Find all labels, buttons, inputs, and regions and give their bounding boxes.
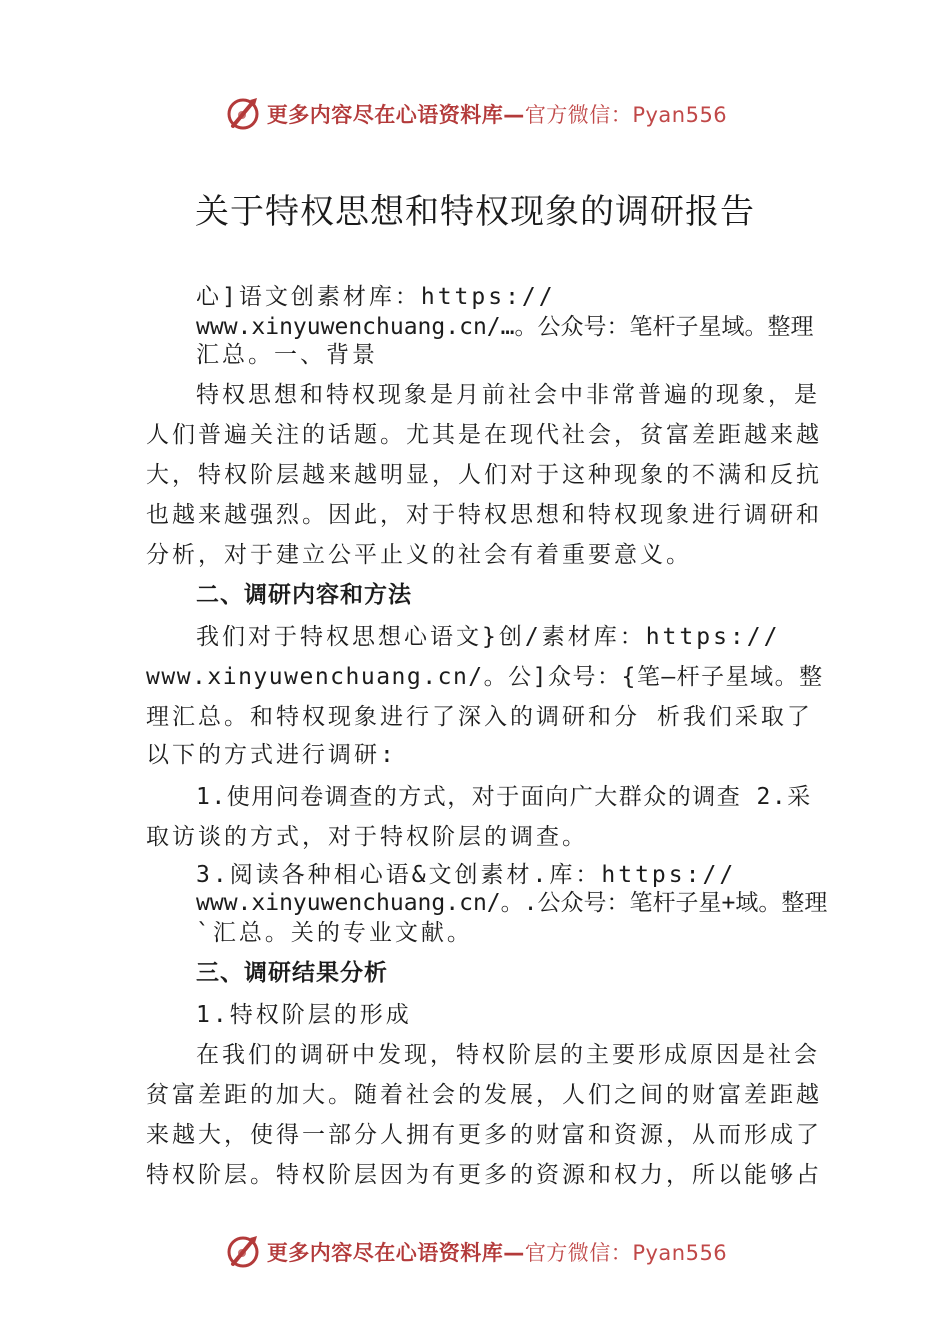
section-heading: 三、调研结果分析 [196,960,388,986]
pen-logo-icon [223,94,263,134]
header-banner [0,92,950,136]
paragraph-line: 人们普遍关注的话题。尤其是在现代社会，贫富差距越来越 [146,422,822,448]
page-title: 关于特权思想和特权现象的调研报告 [195,192,755,232]
paragraph-line: 以下的方式进行调研: [146,742,397,768]
paragraph-line: 心]语文创素材库：https:// [196,284,556,310]
section-heading: 二、调研内容和方法 [196,582,412,608]
banner-text: 更多内容尽在心语资料库—官方微信：Pyan556 [266,1241,728,1265]
subsection-heading: 1.特权阶层的形成 [196,1002,412,1028]
paragraph-line: 汇总。一、背景 [196,342,378,368]
paragraph-line: www.xinyuwenchuang.cn/…。公众号：笔杆子星域。整理 [196,314,814,340]
paragraph-line: 来越大，使得一部分人拥有更多的财富和资源，从而形成了 [146,1122,822,1148]
paragraph-line: 理汇总。和特权现象进行了深入的调研和分 析我们采取了 [146,704,813,730]
paragraph-line: 取访谈的方式，对于特权阶层的调查。 [146,824,588,850]
paragraph-line: www.xinyuwenchuang.cn/。.公众号：笔杆子星+域。整理 [196,890,828,916]
footer-banner [0,1230,950,1274]
banner-text: 更多内容尽在心语资料库—官方微信：Pyan556 [266,103,728,127]
paragraph-line: 也越来越强烈。因此，对于特权思想和特权现象进行调研和 [146,502,822,528]
pen-logo-icon [223,1232,263,1272]
paragraph-line: 分析，对于建立公平止义的社会有着重要意义。 [146,542,692,568]
paragraph-line: 在我们的调研中发现，特权阶层的主要形成原因是社会 [196,1042,820,1068]
paragraph-line: 贫富差距的加大。随着社会的发展，人们之间的财富差距越 [146,1082,822,1108]
paragraph-line: 特权思想和特权现象是月前社会中非常普遍的现象，是 [196,382,820,408]
paragraph-line: `汇总。关的专业文献。 [196,920,473,946]
paragraph-line: 特权阶层。特权阶层因为有更多的资源和权力，所以能够占 [146,1162,822,1188]
paragraph-line: 我们对于特权思想心语文}创/素材库：https:// [196,624,781,650]
paragraph-line: 1.使用问卷调查的方式，对于面向广大群众的调查 2.采 [196,784,812,810]
paragraph-line: www.xinyuwenchuang.cn/。公]众号：{笔—杆子星域。整 [146,664,824,690]
paragraph-line: 3.阅读各种相心语&文创素材.库：https:// [196,862,737,888]
paragraph-line: 大，特权阶层越来越明显，人们对于这种现象的不满和反抗 [146,462,822,488]
